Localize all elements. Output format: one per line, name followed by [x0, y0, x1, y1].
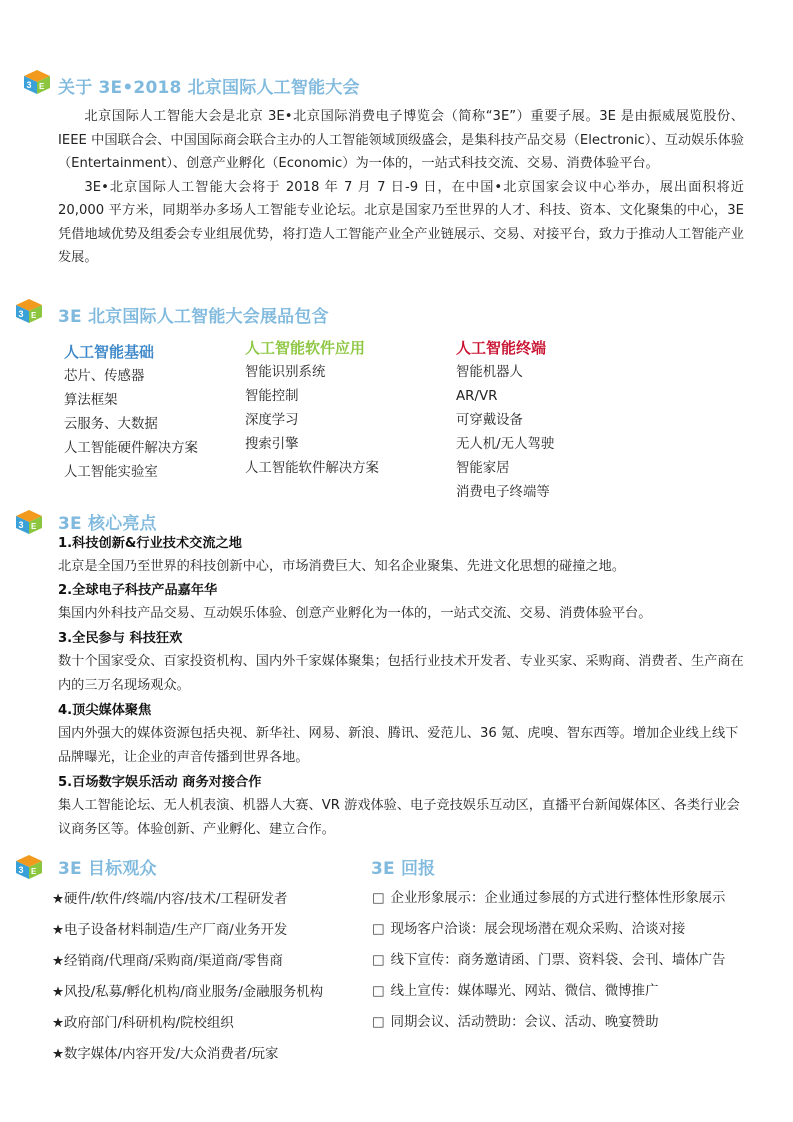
svg-text:3: 3 [26, 80, 32, 90]
highlight-body: 北京是全国乃至世界的科技创新中心，市场消费巨大、知名企业聚集、先进文化思想的碰撞之地。 [58, 559, 626, 574]
audience-list [52, 884, 323, 1070]
list-item [52, 915, 323, 946]
section-title-highlights: 3E 核心亮点 [58, 514, 157, 534]
svg-text:3: 3 [18, 865, 24, 875]
highlight-body: 集人工智能论坛、无人机表演、机器人大赛、VR 游戏体验、电子竞技娱乐互动区，直播平台新闻媒体区、各类行业会议商务区等。体验创新、产业孵化、建立合作。 [58, 798, 740, 837]
highlight-title: 2.全球电子科技产品嘉年华 [58, 583, 218, 598]
3e-cube-logo-icon [22, 68, 52, 96]
audience-label: 经销商/代理商/采购商/渠道商/零售商 [64, 954, 283, 969]
highlight-title: 3.全民参与 科技狂欢 [58, 631, 183, 646]
list-item [372, 1007, 725, 1038]
exhibit-item: 无人机/无人驾驶 [456, 437, 555, 452]
svg-text:E: E [31, 867, 37, 876]
exhibit-column-software [245, 337, 379, 481]
highlight-title: 5.百场数字娱乐活动 商务对接合作 [58, 775, 262, 790]
star-bullet-icon: ★ [52, 923, 65, 938]
returns-list [372, 883, 725, 1038]
exhibit-item: 人工智能硬件解决方案 [64, 441, 198, 456]
star-bullet-icon: ★ [52, 1047, 65, 1062]
star-bullet-icon: ★ [52, 985, 65, 1000]
exhibit-column-foundation [64, 341, 198, 485]
star-bullet-icon: ★ [52, 892, 65, 907]
exhibit-item: 智能家居 [456, 461, 510, 476]
about-paragraphs [58, 105, 744, 270]
highlight-body: 数十个国家受众、百家投资机构、国内外千家媒体聚集；包括行业技术开发者、专业买家、采购商、消费者、生产商在内的三万名现场观众。 [58, 654, 744, 693]
return-label: 企业形象展示：企业通过参展的方式进行整体性形象展示 [390, 891, 726, 906]
list-item [52, 977, 323, 1008]
highlight-item-5 [58, 772, 748, 841]
3e-cube-logo-icon [14, 853, 44, 881]
svg-text:3: 3 [18, 309, 24, 319]
exhibit-item: 搜索引擎 [245, 437, 299, 452]
exhibit-item: 人工智能实验室 [64, 465, 158, 480]
column-heading: 人工智能终端 [456, 339, 547, 357]
checkbox-bullet-icon: □ [372, 891, 385, 906]
exhibit-item: 智能机器人 [456, 365, 523, 380]
svg-text:E: E [31, 522, 37, 531]
exhibit-item: 芯片、传感器 [64, 369, 145, 384]
return-label: 线下宣传：商务邀请函、门票、资料袋、会刊、墙体广告 [390, 953, 726, 968]
list-item [52, 1008, 323, 1039]
svg-text:E: E [39, 82, 45, 91]
about-paragraph-1: 北京国际人工智能大会是北京 3E•北京国际消费电子博览会（简称“3E”）重要子展。3E 是由振威展览股份、IEEE 中国联合会、中国国际商会联合主办的人工智能领域顶级盛会，是集科技产品交易（Electronic）、互动娱乐体验（Entertainment）、创意产业孵化（Economic）为一体的，一站式科技交流、交易、消费体验平台。 [58, 109, 744, 171]
return-label: 线上宣传：媒体曝光、网站、微信、微博推广 [390, 984, 659, 999]
exhibit-item: 深度学习 [245, 413, 299, 428]
list-item [52, 1039, 323, 1070]
svg-text:3: 3 [18, 520, 24, 530]
exhibit-item: 算法框架 [64, 393, 118, 408]
audience-label: 电子设备材料制造/生产厂商/业务开发 [64, 923, 288, 938]
list-item [52, 946, 323, 977]
exhibit-item: AR/VR [456, 389, 498, 404]
list-item [52, 884, 323, 915]
return-label: 同期会议、活动赞助：会议、活动、晚宴赞助 [390, 1015, 659, 1030]
list-item [372, 914, 725, 945]
highlight-title: 1.科技创新&行业技术交流之地 [58, 536, 242, 551]
audience-label: 政府部门/科研机构/院校组织 [64, 1016, 234, 1031]
section-title-returns: 3E 回报 [371, 859, 436, 879]
exhibit-item: 智能识别系统 [245, 365, 326, 380]
highlight-item-4 [58, 700, 748, 769]
section-title-about: 关于 3E•2018 北京国际人工智能大会 [58, 78, 360, 98]
audience-label: 数字媒体/内容开发/大众消费者/玩家 [64, 1047, 279, 1062]
exhibit-column-terminal [456, 337, 554, 505]
star-bullet-icon: ★ [52, 954, 65, 969]
checkbox-bullet-icon: □ [372, 1015, 385, 1030]
column-heading: 人工智能软件应用 [245, 339, 366, 357]
3e-cube-logo-icon [14, 297, 44, 325]
star-bullet-icon: ★ [52, 1016, 65, 1031]
highlight-body: 国内外强大的媒体资源包括央视、新华社、网易、新浪、腾讯、爱范儿、36 氪、虎嗅、智东西等。增加企业线上线下品牌曝光，让企业的声音传播到世界各地。 [58, 726, 739, 765]
list-item [372, 883, 725, 914]
highlight-body: 集国内外科技产品交易、互动娱乐体验、创意产业孵化为一体的，一站式交流、交易、消费体验平台。 [58, 606, 652, 621]
checkbox-bullet-icon: □ [372, 953, 385, 968]
highlight-title: 4.顶尖媒体聚焦 [58, 703, 152, 718]
section-title-exhibits: 3E 北京国际人工智能大会展品包含 [58, 307, 329, 327]
audience-label: 风投/私募/孵化机构/商业服务/金融服务机构 [64, 985, 324, 1000]
exhibit-item: 可穿戴设备 [456, 413, 523, 428]
3e-cube-logo-icon [14, 508, 44, 536]
checkbox-bullet-icon: □ [372, 922, 385, 937]
highlight-item-2 [58, 580, 748, 626]
exhibit-item: 消费电子终端等 [456, 485, 550, 500]
svg-text:E: E [31, 311, 37, 320]
column-heading: 人工智能基础 [64, 343, 155, 361]
highlight-item-3 [58, 628, 748, 697]
exhibit-item: 人工智能软件解决方案 [245, 461, 379, 476]
return-label: 现场客户洽谈：展会现场潜在观众采购、洽谈对接 [390, 922, 686, 937]
exhibit-item: 智能控制 [245, 389, 299, 404]
section-title-audience: 3E 目标观众 [58, 859, 157, 879]
highlight-item-1 [58, 533, 748, 579]
audience-label: 硬件/软件/终端/内容/技术/工程研发者 [64, 892, 288, 907]
about-paragraph-2: 3E•北京国际人工智能大会将于 2018 年 7 月 7 日-9 日，在中国•北京国家会议中心举办，展出面积将近 20,000 平方米，同期举办多场人工智能专业论坛。北京是国家乃至世界的人才、科技、资本、文化聚集的中心，3E 凭借地域优势及组委会专业组展优势，将打造人工智能产业全产业链展示、交易、对接平台，致力于推动人工智能产业发展。 [58, 179, 744, 265]
list-item [372, 976, 725, 1007]
list-item [372, 945, 725, 976]
exhibit-item: 云服务、大数据 [64, 417, 158, 432]
checkbox-bullet-icon: □ [372, 984, 385, 999]
